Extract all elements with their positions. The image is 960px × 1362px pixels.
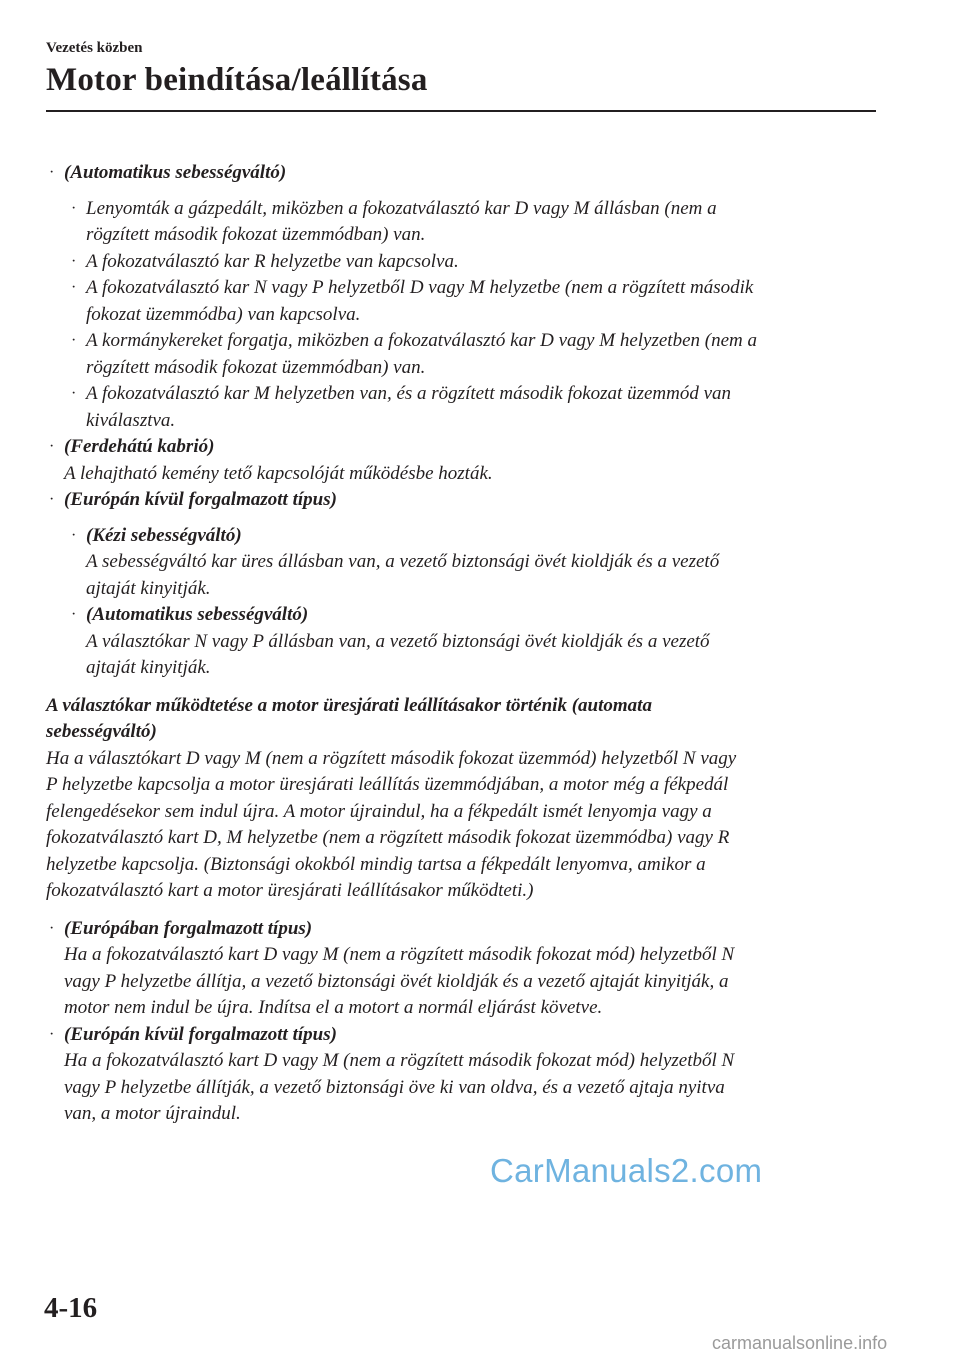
list-item	[46, 160, 881, 187]
item-heading: (Kézi sebességváltó)	[86, 524, 242, 546]
item-text-line: A kormánykereket forgatja, miközben a fokozatválasztó kar D vagy M helyzetben (nem a	[86, 330, 757, 351]
item-text-line: ajtaját kinyitják.	[86, 577, 211, 599]
page-number: 4-16	[44, 1292, 98, 1324]
page-title: Motor beindítása/leállítása	[46, 62, 428, 98]
body-line: Ha a választókart D vagy M (nem a rögzített második fokozat üzemmód) helyzetből N vagy	[46, 747, 737, 769]
list-item	[46, 275, 881, 328]
item-text-line: Ha a fokozatválasztó kart D vagy M (nem a rögzített második fokozat mód) helyzetből N	[64, 1050, 735, 1071]
body-line: helyzetbe kapcsolja. (Biztonsági okokból mindig tartsa a fékpedált lenyomva, amikor a	[46, 853, 706, 875]
bullet-icon: ·	[49, 1025, 55, 1043]
item-text-line: Ha a fokozatválasztó kart D vagy M (nem a rögzített második fokozat mód) helyzetből N	[64, 944, 735, 965]
bullet-icon: ·	[49, 438, 55, 455]
item-text-line: A fokozatválasztó kar M helyzetben van, és a rögzített második fokozat üzemmód van	[86, 383, 732, 404]
list-item	[46, 1022, 881, 1128]
item-heading: (Európán kívül forgalmazott típus)	[64, 1023, 337, 1045]
section-heading-line: sebességváltó)	[46, 721, 157, 742]
item-text-line: A fokozatválasztó kar N vagy P helyzetből D vagy M helyzetbe (nem a rögzített második	[86, 277, 754, 298]
section-label: Vezetés közben	[46, 40, 143, 56]
list-item	[46, 487, 881, 514]
item-text-line: kiválasztva.	[86, 409, 176, 431]
footer-watermark: carmanualsonline.info	[712, 1333, 888, 1353]
bullet-icon: ·	[49, 491, 55, 508]
body-line: fokozatválasztó kart a motor üresjárati leállításakor működteti.)	[46, 880, 534, 901]
bullet-icon: ·	[71, 199, 77, 217]
body-line: felengedésekor sem indul újra. A motor újraindul, ha a fékpedált ismét lenyomja vagy a	[46, 800, 712, 822]
item-text-line: A választókar N vagy P állásban van, a vezető biztonsági övét kioldják és a vezető	[86, 630, 710, 652]
bullet-icon: ·	[71, 279, 77, 296]
item-text-line: motor nem indul be újra. Indítsa el a motort a normál eljárást követve.	[64, 997, 603, 1018]
list-item	[46, 196, 881, 249]
list-item	[46, 434, 881, 487]
item-text-line: A fokozatválasztó kar R helyzetbe van kapcsolva.	[86, 250, 459, 272]
item-text-line: rögzített második fokozat üzemmódban) van.	[86, 356, 426, 378]
bullet-icon: ·	[49, 164, 55, 181]
bullet-icon: ·	[71, 252, 77, 270]
item-heading: (Európában forgalmazott típus)	[64, 917, 313, 939]
list-item	[46, 523, 881, 603]
list-item	[46, 602, 881, 682]
item-text-line: vagy P helyzetbe állítja, a vezető biztonsági övét kioldják és a vezető ajtaját kinyitják, a	[64, 970, 729, 992]
item-text-line: van, a motor újraindul.	[64, 1103, 241, 1124]
bullet-icon: ·	[71, 606, 77, 623]
bullet-icon: ·	[71, 385, 77, 402]
section-heading-line: A választókar működtetése a motor üresjárati leállításakor történik (automata	[46, 694, 652, 716]
item-heading: (Automatikus sebességváltó)	[64, 162, 287, 183]
section-heading	[46, 693, 881, 746]
body-line: P helyzetbe kapcsolja a motor üresjárati leállítás üzemmódjában, a motor még a fékpedál	[46, 774, 729, 795]
item-text-line: rögzített második fokozat üzemmódban) van.	[86, 224, 426, 245]
title-rule	[46, 110, 876, 112]
item-text-line: Lenyomták a gázpedált, miközben a fokozatválasztó kar D vagy M állásban (nem a	[86, 197, 717, 219]
item-heading: (Automatikus sebességváltó)	[86, 604, 309, 625]
item-text-line: ajtaját kinyitják.	[86, 657, 211, 678]
bullet-icon: ·	[49, 919, 55, 937]
item-text-line: fokozat üzemmódba) van kapcsolva.	[86, 303, 361, 325]
watermark-logo: CarManuals2.com	[490, 1152, 763, 1189]
page-content	[46, 160, 881, 1128]
list-item	[46, 381, 881, 434]
item-heading: (Ferdehátú kabrió)	[64, 436, 215, 457]
item-text-line: vagy P helyzetbe állítják, a vezető biztonsági öve ki van oldva, és a vezető ajtaja nyitva	[64, 1076, 725, 1098]
list-item	[46, 249, 881, 276]
bullet-icon: ·	[71, 332, 77, 349]
item-heading: (Európán kívül forgalmazott típus)	[64, 489, 337, 510]
list-item	[46, 916, 881, 1022]
item-text-line: A lehajtható kemény tető kapcsolóját működésbe hozták.	[64, 462, 493, 484]
body-line: fokozatválasztó kart D, M helyzetbe (nem a rögzített második fokozat üzemmódba) vagy R	[46, 827, 730, 848]
bullet-icon: ·	[71, 526, 77, 544]
item-text-line: A sebességváltó kar üres állásban van, a vezető biztonsági övét kioldják és a vezető	[86, 551, 720, 572]
section-body	[46, 746, 881, 905]
list-item	[46, 328, 881, 381]
